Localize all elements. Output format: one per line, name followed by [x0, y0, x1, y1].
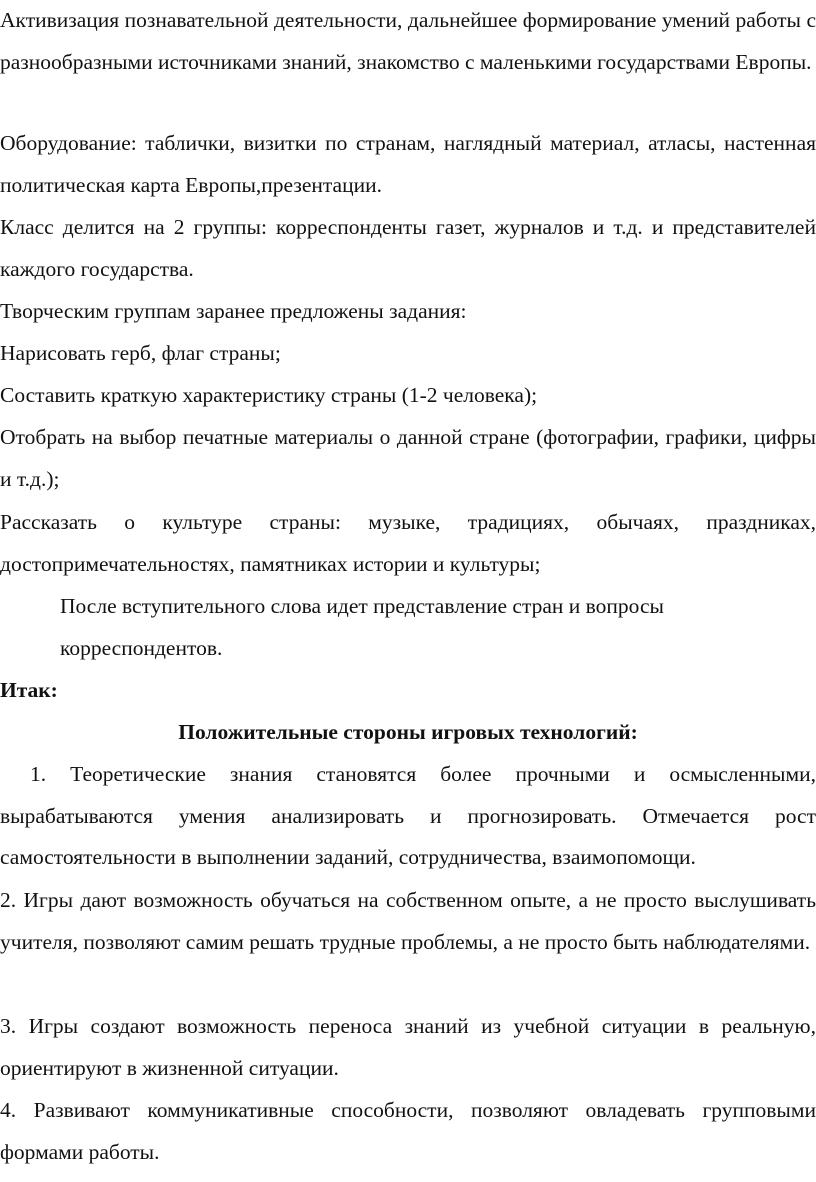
paragraph-task-culture: Рассказать о культуре страны: музыке, традициях, обычаях, праздниках, достопримечательностях, памятниках истории и культуры; [0, 510, 816, 576]
list-item: 2. Игры дают возможность обучаться на собственном опыте, а не просто выслушивать учителя, позволяют самим решать трудные проблемы, а не просто быть наблюдателями. [0, 888, 816, 954]
paragraph-task-materials: Отобрать на выбор печатные материалы о данной стране (фотографии, графики, цифры и т.д.); [0, 425, 816, 491]
list-item: 4. Развивают коммуникативные способности, позволяют овладевать групповыми формами работы. [0, 1098, 816, 1164]
paragraph-tasks-intro: Творческим группам заранее предложены задания: [0, 299, 467, 323]
list-item: 1. Теоретические знания становятся более прочными и осмысленными, вырабатываются умения анализировать и прогнозировать. Отмечается рост самостоятельности в выполнении заданий, сотрудничества, взаимопомощи. [0, 762, 816, 869]
paragraph-summary-label: Итак: [0, 678, 58, 702]
paragraph-equipment: Оборудование: таблички, визитки по странам, наглядный материал, атласы, настенная политическая карта Европы,презентации. [0, 131, 816, 197]
paragraph-task-draw: Нарисовать герб, флаг страны; [0, 341, 281, 365]
list-item: 3. Игры создают возможность переноса знаний из учебной ситуации в реальную, ориентируют в жизненной ситуации. [0, 1014, 816, 1080]
paragraph-task-characteristic: Составить краткую характеристику страны (1-2 человека); [0, 383, 538, 407]
paragraph-presentation: После вступительного слова идет представление стран и вопросы корреспондентов. [60, 594, 664, 660]
paragraph-class-groups: Класс делится на 2 группы: корреспонденты газет, журналов и т.д. и представителей каждого государства. [0, 215, 816, 281]
paragraph-goals: Активизация познавательной деятельности, дальнейшее формирование умений работы с разнообразными источниками знаний, знакомство с маленькими государствами Европы. [0, 8, 816, 74]
section-heading: Положительные стороны игровых технологий: [178, 720, 638, 744]
